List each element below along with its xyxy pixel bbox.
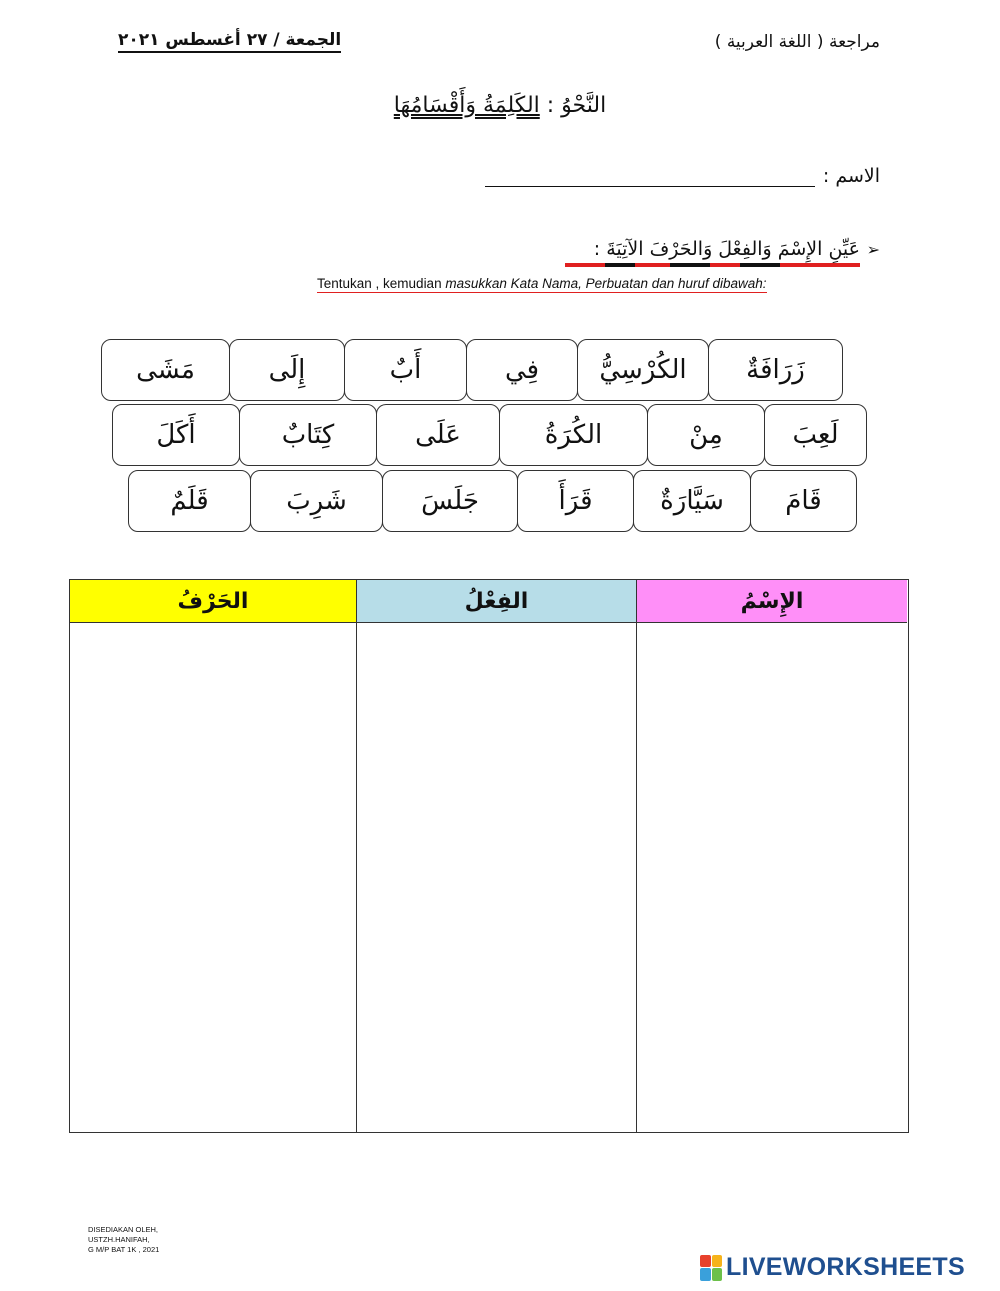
word-tile[interactable]: قَامَ xyxy=(750,470,857,532)
date-heading: الجمعة / ٢٧ أغسطس ٢٠٢١ xyxy=(118,30,341,53)
instruction-english-italic: masukkan Kata Nama, Perbuatan dan huruf dibawah: xyxy=(445,276,767,291)
footer-line: USTZH.HANIFAH, xyxy=(88,1235,150,1244)
word-tile[interactable]: قَرَأَ xyxy=(517,470,634,532)
ism-column xyxy=(637,580,907,1132)
word-tile[interactable]: لَعِبَ xyxy=(764,404,867,466)
name-field-line[interactable] xyxy=(485,166,815,187)
arrow-bullet-icon: ➢ xyxy=(866,240,880,259)
word-tile[interactable]: زَرَافَةٌ xyxy=(708,339,843,401)
word-tile[interactable]: الكُرْسِيُّ xyxy=(577,339,709,401)
instruction-english-plain: Tentukan , kemudian xyxy=(317,276,446,291)
page-title xyxy=(0,93,1000,118)
harf-column xyxy=(70,580,357,1132)
footer-line: DISEDIAKAN OLEH, xyxy=(88,1225,159,1234)
prepared-by-note xyxy=(88,1225,159,1255)
ism-header: الإِسْمُ xyxy=(637,580,907,623)
footer-line: G M/P BAT 1K , 2021 xyxy=(88,1245,160,1254)
harf-drop-zone[interactable] xyxy=(70,623,356,1132)
title-prefix: النَّحْوُ : xyxy=(546,93,607,118)
liveworksheets-brand xyxy=(700,1253,965,1282)
word-tile[interactable]: سَيَّارَةٌ xyxy=(633,470,751,532)
brand-name: LIVEWORKSHEETS xyxy=(726,1253,965,1281)
title-topic: الكَلِمَةُ وَأَقْسَامُهَا xyxy=(393,93,540,118)
word-tile[interactable]: شَرِبَ xyxy=(250,470,383,532)
word-tile[interactable]: عَلَى xyxy=(376,404,500,466)
fil-column xyxy=(357,580,637,1132)
word-tile[interactable]: قَلَمٌ xyxy=(128,470,251,532)
word-tile[interactable]: جَلَسَ xyxy=(382,470,518,532)
instruction-underline xyxy=(565,263,860,267)
ism-drop-zone[interactable] xyxy=(637,623,907,1132)
word-tile[interactable]: مَشَى xyxy=(101,339,230,401)
sorting-table xyxy=(69,579,909,1133)
word-tile[interactable]: كِتَابٌ xyxy=(239,404,377,466)
harf-header: الحَرْفُ xyxy=(70,580,356,623)
instruction-arabic: عَيِّنِ الإِسْمَ وَالفِعْلَ وَالحَرْفَ الآتِيَةَ : xyxy=(593,238,860,260)
word-tile[interactable]: أَكَلَ xyxy=(112,404,240,466)
word-tile[interactable]: الكُرَةُ xyxy=(499,404,648,466)
word-tile[interactable]: أَبٌ xyxy=(344,339,467,401)
fil-drop-zone[interactable] xyxy=(357,623,636,1132)
subject-heading: مراجعة ( اللغة العربية ) xyxy=(714,32,880,52)
word-tile[interactable]: فِي xyxy=(466,339,578,401)
name-row xyxy=(485,165,880,187)
word-tile[interactable]: مِنْ xyxy=(647,404,765,466)
instruction-english xyxy=(317,276,767,293)
name-label: الاسم : xyxy=(822,165,880,187)
fil-header: الفِعْلُ xyxy=(357,580,636,623)
liveworksheets-logo-icon xyxy=(700,1255,722,1281)
word-tile[interactable]: إِلَى xyxy=(229,339,345,401)
